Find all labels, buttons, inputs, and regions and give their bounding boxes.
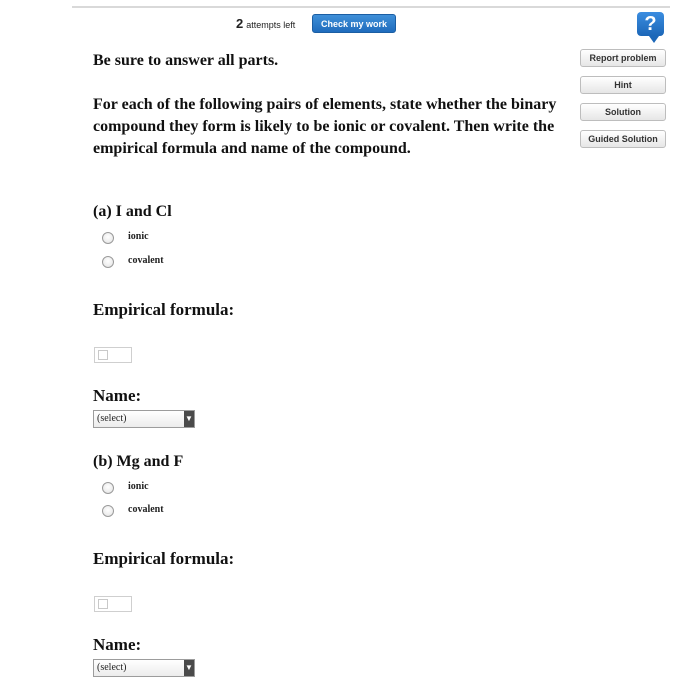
part-b-covalent-radio[interactable] <box>102 505 114 517</box>
part-a-heading: (a) I and Cl <box>93 203 172 220</box>
part-b-name-label: Name: <box>93 635 142 654</box>
part-b-formula-input[interactable] <box>94 596 132 612</box>
attempts-suffix: attempts left <box>246 20 296 30</box>
question-text: For each of the following pairs of elements, state whether the binary compound they form is likely to be ionic or covalent. Then write the empirical formula and name of the compound. <box>93 96 557 157</box>
hint-button[interactable]: Hint <box>580 76 666 94</box>
report-problem-button[interactable]: Report problem <box>580 49 666 67</box>
part-a-name-select-value: (select) <box>97 413 127 424</box>
part-b-formula-label: Empirical formula: <box>93 549 235 568</box>
formula-editor-icon <box>98 350 108 360</box>
chevron-down-icon: ▼ <box>184 411 194 427</box>
chevron-down-icon: ▼ <box>184 660 194 676</box>
part-a-name-select[interactable] <box>93 410 195 428</box>
part-a-formula-input[interactable] <box>94 347 132 363</box>
formula-editor-icon <box>98 599 108 609</box>
part-a-covalent-radio[interactable] <box>102 256 114 268</box>
part-b-heading: (b) Mg and F <box>93 453 184 470</box>
solution-button[interactable]: Solution <box>580 103 666 121</box>
part-a-covalent-label: covalent <box>128 255 164 266</box>
guided-solution-button[interactable]: Guided Solution <box>580 130 666 148</box>
part-a-ionic-radio[interactable] <box>102 232 114 244</box>
part-a-name-label: Name: <box>93 386 142 405</box>
check-my-work-button[interactable]: Check my work <box>312 14 396 33</box>
part-b-covalent-label: covalent <box>128 504 164 515</box>
help-question-icon[interactable]: ? <box>637 12 664 36</box>
part-b-name-select[interactable] <box>93 659 195 677</box>
part-b-name-select-value: (select) <box>97 662 127 673</box>
part-a-formula-label: Empirical formula: <box>93 300 235 319</box>
instructions-text: Be sure to answer all parts. <box>93 52 279 69</box>
attempts-remaining <box>236 16 295 31</box>
part-a-ionic-label: ionic <box>128 231 149 242</box>
top-divider <box>72 6 670 8</box>
attempts-count: 2 <box>236 16 244 31</box>
part-b-ionic-radio[interactable] <box>102 482 114 494</box>
part-b-ionic-label: ionic <box>128 481 149 492</box>
